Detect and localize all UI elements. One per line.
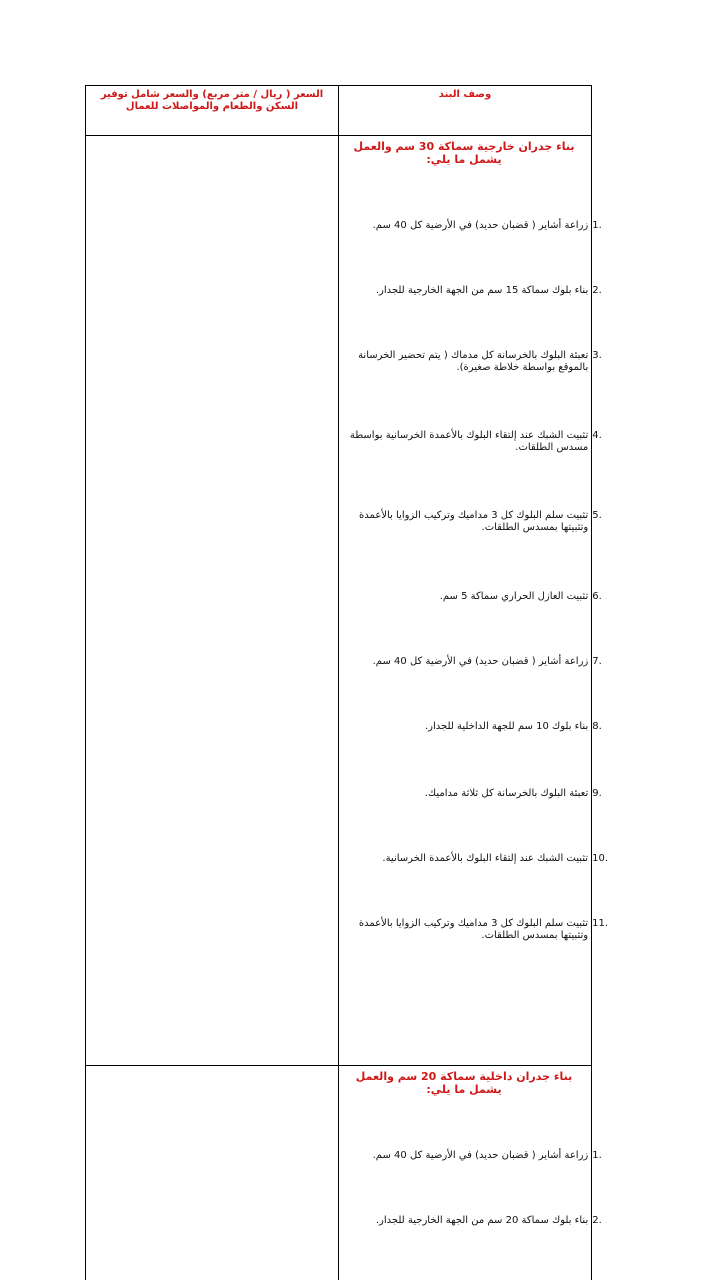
list-item (342, 350, 608, 374)
list-item (342, 721, 608, 733)
item-number: 1. (592, 1150, 602, 1161)
item-number: 7. (592, 656, 602, 667)
price-column-header: السعر ( ريال / متر مربع) والسعر شامل توفير السكن والطعام والمواصلات للعمال (100, 89, 324, 112)
list-item (342, 788, 608, 800)
item-number: 8. (592, 721, 602, 732)
list-item (342, 853, 608, 865)
list-item (342, 656, 608, 668)
item-text: بناء بلوك سماكة 20 سم من الجهة الخارجية للجدار. (375, 1215, 589, 1226)
item-number: 4. (592, 430, 602, 441)
list-item (342, 591, 608, 603)
item-text: زراعة أشاير ( قضبان حديد) في الأرضية كل 40 سم. (372, 220, 589, 231)
column-divider (338, 85, 339, 1280)
item-text: تثبيت العازل الحراري سماكة 5 سم. (439, 591, 589, 602)
item-text: بناء بلوك سماكة 15 سم من الجهة الخارجية للجدار. (375, 285, 589, 296)
item-text: زراعة أشاير ( قضبان حديد) في الأرضية كل 40 سم. (372, 656, 589, 667)
section-title-internal-walls: بناء جدران داخلية سماكة 20 سم والعمل يشمل ما يلي: (355, 1070, 573, 1096)
item-text: تعبئة البلوك بالخرسانة كل ثلاثة مداميك. (424, 788, 589, 799)
list-item (342, 430, 608, 454)
table-left-border (85, 85, 86, 1280)
item-number: 2. (592, 1215, 602, 1226)
table-right-border (591, 85, 592, 1280)
section-title-external-walls: بناء جدران خارجية سماكة 30 سم والعمل يشمل ما يلي: (353, 140, 575, 166)
item-text: تثبيت سلم البلوك كل 3 مداميك وتركيب الزوايا بالأعمدة وتثبيتها بمسدس الطلقات. (358, 918, 589, 941)
list-item (342, 510, 608, 534)
item-text: تعبئة البلوك بالخرسانة كل مدماك ( يتم تحضير الخرسانة بالموقع بواسطة خلاطة صغيرة). (358, 350, 589, 373)
item-text: تثبيت الشبك عند إلتقاء البلوك بالأعمدة الخرسانية. (382, 853, 589, 864)
description-column-header: وصف البند (438, 89, 492, 100)
item-number: 6. (592, 591, 602, 602)
list-item (342, 220, 608, 232)
item-number: 9. (592, 788, 602, 799)
list-item (342, 1215, 608, 1227)
list-item (342, 1150, 608, 1162)
item-text: زراعة أشاير ( قضبان حديد) في الأرضية كل 40 سم. (372, 1150, 589, 1161)
item-number: 1. (592, 220, 602, 231)
item-number: 2. (592, 285, 602, 296)
item-text: تثبيت سلم البلوك كل 3 مداميك وتركيب الزوايا بالأعمدة وتثبيتها بمسدس الطلقات. (359, 510, 589, 533)
list-item (342, 918, 608, 942)
item-text: بناء بلوك 10 سم للجهة الداخلية للجدار. (424, 721, 589, 732)
item-text: تثبيت الشبك عند إلتقاء البلوك بالأعمدة الخرسانية بواسطة مسدس الطلقات. (349, 430, 589, 453)
item-number: 5. (592, 510, 602, 521)
item-number: 3. (592, 350, 602, 361)
list-item (342, 285, 608, 297)
item-number: 10. (592, 853, 608, 864)
item-number: 11. (592, 918, 608, 929)
